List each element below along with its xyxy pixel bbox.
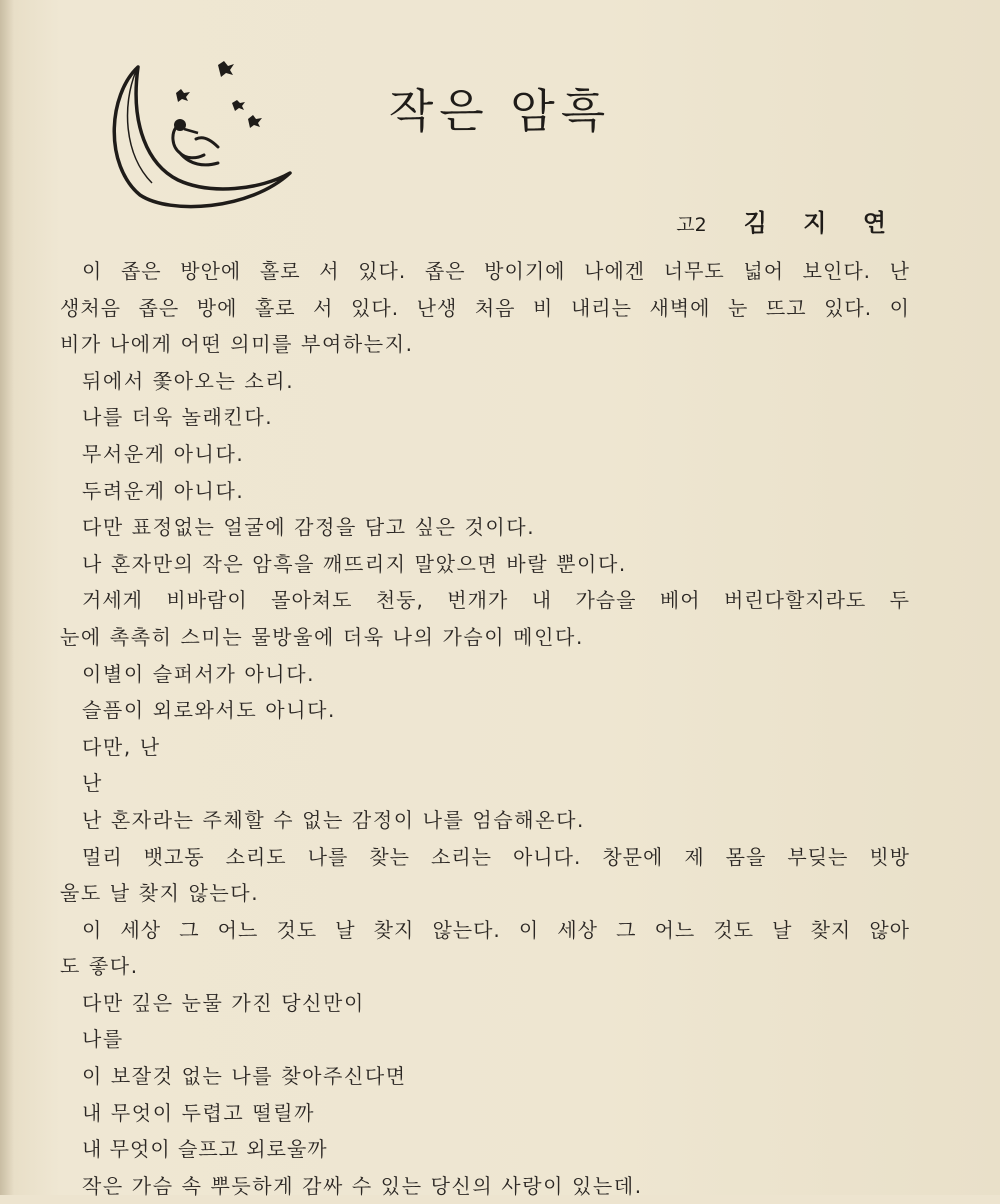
poem-line: 다만, 난 [82,734,161,759]
author-grade: 고2 [676,214,707,236]
poem-line: 다만 깊은 눈물 가진 당신만이 [82,990,365,1015]
poem-line: 난 혼자라는 주체할 수 없는 감정이 나를 엄습해온다. [82,807,585,832]
poem-line: 이 세상 그 어느 것도 날 찾지 않는다. 이 세상 그 어느 것도 날 찾지 않아 [82,917,910,942]
poem-body [60,253,910,1204]
poem-line: 나 혼자만의 작은 암흑을 깨뜨리지 말았으면 바랄 뿐이다. [82,551,627,576]
poem-line: 비가 나에게 어떤 의미를 부여하는지. [60,332,414,357]
poem-line: 무서운게 아니다. [82,441,245,466]
poem-line: 울도 날 찾지 않는다. [60,881,260,906]
poem-line: 다만 표정없는 얼굴에 감정을 담고 싶은 것이다. [82,515,536,540]
page-title: 작은 암흑 [388,83,612,138]
poem-line: 나를 더욱 놀래킨다. [82,405,274,430]
poem-line: 슬픔이 외로와서도 아니다. [82,698,336,723]
poem-line: 난 [82,771,103,796]
poem-line: 이별이 슬퍼서가 아니다. [82,661,316,686]
poem-line: 내 무엇이 두렵고 떨릴까 [82,1100,316,1125]
page-edge-shadow [0,0,14,1195]
poem-line: 도 좋다. [60,954,139,979]
poem-line: 거세게 비바람이 몰아쳐도 천둥, 번개가 내 가슴을 베어 버린다할지라도 두 [82,588,910,613]
poem-line: 생처음 좁은 방에 홀로 서 있다. 난생 처음 비 내리는 새벽에 눈 뜨고 있다. 이 [60,295,910,320]
poem-line: 이 보잘것 없는 나를 찾아주신다면 [82,1064,407,1089]
poem-line: 작은 가슴 속 뿌듯하게 감싸 수 있는 당신의 사랑이 있는데. [82,1173,643,1198]
poem-line: 나를 [82,1027,124,1052]
poem-line: 뒤에서 쫓아오는 소리. [82,368,295,393]
poem-line: 이 좁은 방안에 홀로 서 있다. 좁은 방이기에 나에겐 너무도 넓어 보인다. 난 [82,259,910,283]
poem-line: 내 무엇이 슬프고 외로울까 [82,1137,328,1162]
poem-line: 두려운게 아니다. [82,478,245,503]
poem-line: 멀리 뱃고동 소리도 나를 찾는 소리는 아니다. 창문에 제 몸을 부딪는 빗방 [82,844,910,869]
poem-line: 눈에 촉촉히 스미는 물방울에 더욱 나의 가슴이 메인다. [60,624,584,649]
author-name: 김 지 연 [743,209,900,237]
byline [676,203,900,238]
